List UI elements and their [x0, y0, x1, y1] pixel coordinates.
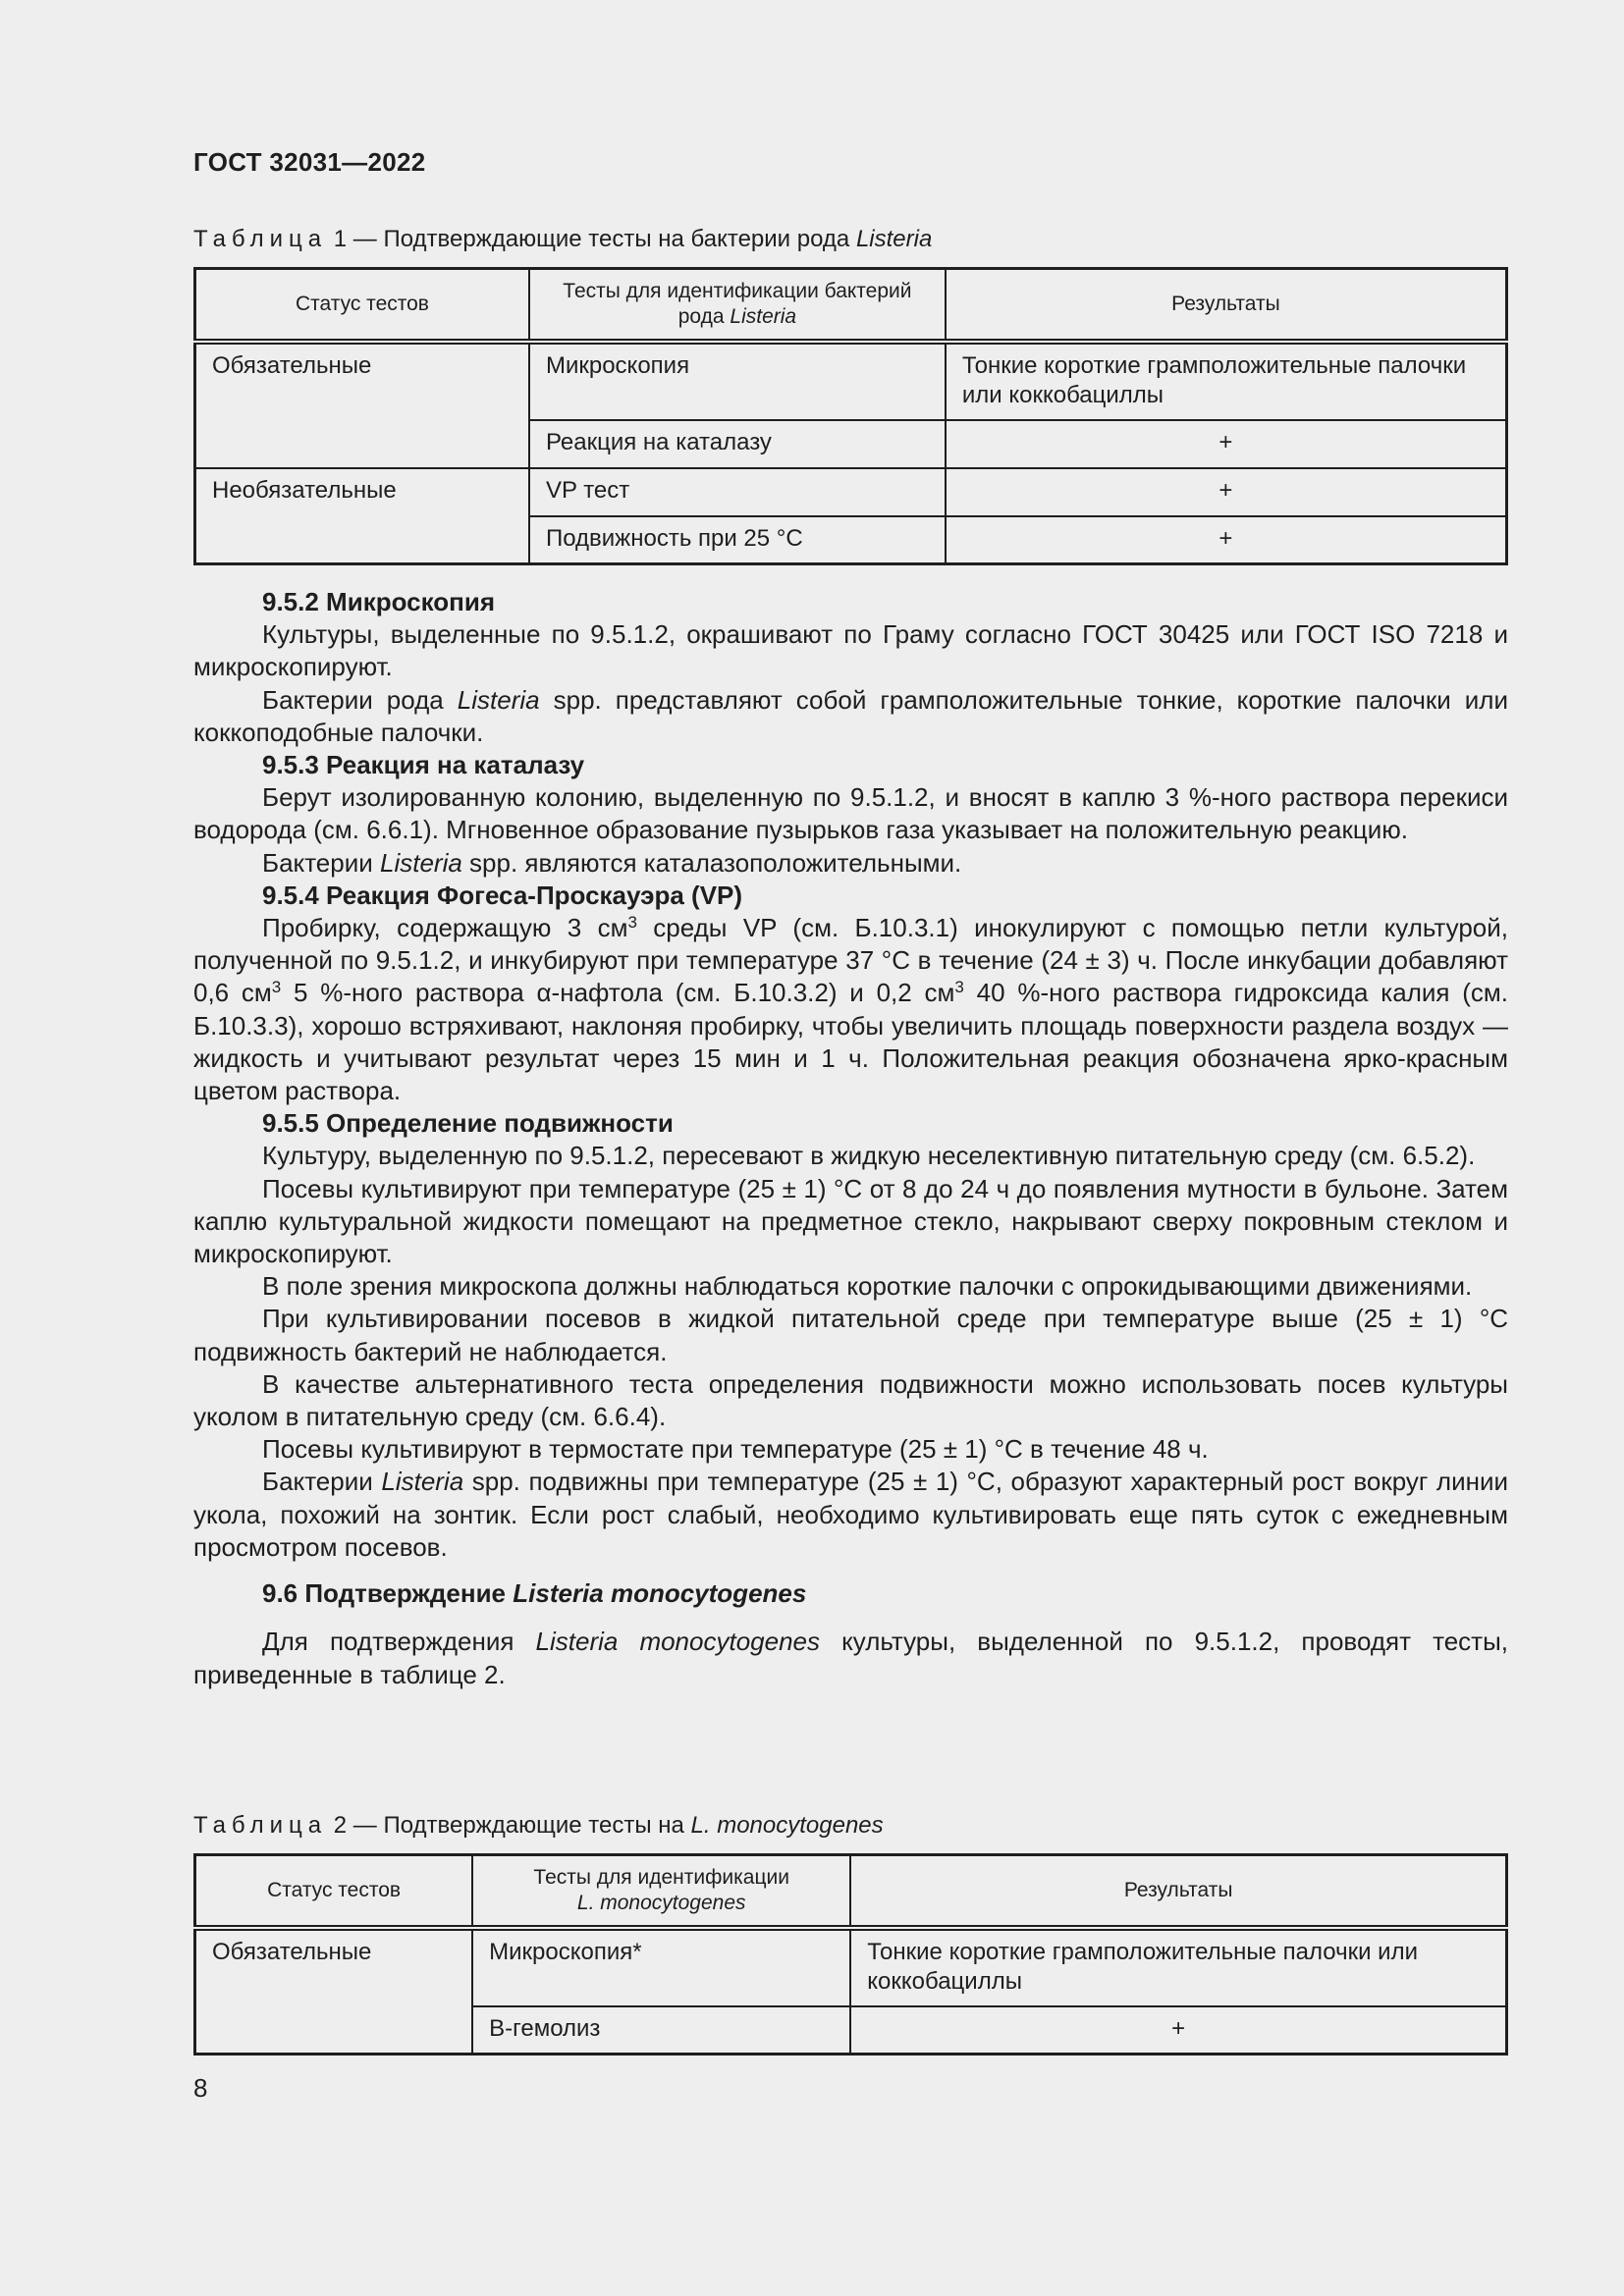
- table1-caption-prefix: Таблица: [193, 226, 328, 252]
- table-cell-test: Микроскопия: [529, 342, 946, 420]
- table-row: [195, 342, 1507, 420]
- table-cell-test: Реакция на каталазу: [529, 420, 946, 468]
- table-cell-result: Тонкие короткие грамположительные палочки или коккобациллы: [946, 342, 1507, 420]
- table1-header-tests: Тесты для идентификации бактерий рода Listeria: [529, 269, 946, 342]
- table2-header-results: Результаты: [850, 1855, 1506, 1928]
- table-cell-result: +: [946, 468, 1507, 516]
- table1-caption-italic: Listeria: [855, 226, 933, 252]
- paragraph: Бактерии Listeria spp. подвижны при температуре (25 ± 1) °C, образуют характерный рост вокруг линии укола, похожий на зонтик. Если рост слабый, необходимо культивировать еще пять суток с ежедневным просмотром посевов.: [193, 1467, 1509, 1562]
- paragraph: В поле зрения микроскопа должны наблюдаться короткие палочки с опрокидывающими движениями.: [262, 1271, 1473, 1302]
- table-cell-test: Микроскопия*: [472, 1928, 850, 2006]
- table-cell-test: B-гемолиз: [472, 2006, 850, 2055]
- table-cell-status: Необязательные: [195, 468, 529, 564]
- table1-caption-text: 1 — Подтверждающие тесты на бактерии рода: [327, 226, 856, 252]
- table-cell-test: Подвижность при 25 °C: [529, 516, 946, 564]
- table-row: [195, 1928, 1507, 2006]
- document-header: ГОСТ 32031—2022: [193, 147, 426, 177]
- table2-caption: [193, 1812, 884, 1840]
- section-heading-9-5-4: 9.5.4 Реакция Фогеса-Проскауэра (VP): [262, 880, 743, 910]
- paragraph: Посевы культивируют при температуре (25 ± 1) °C от 8 до 24 ч до появления мутности в бульоне. Затем каплю культуральной жидкости помещают на предметное стекло, накрывают сверху покровным стеклом и микроскопируют.: [193, 1173, 1508, 1269]
- table1-header-status: Статус тестов: [195, 269, 529, 342]
- paragraph: Бактерии рода Listeria spp. представляют собой грамположительные тонкие, короткие палочки или коккоподобные палочки.: [193, 684, 1508, 747]
- paragraph: Пробирку, содержащую 3 $см^3$ среды VP (см. Б.10.3.1) инокулируют с помощью петли культурой, полученной по 9.5.1.2, и инкубируют при температуре 37 °C в течение (24 ± 3) ч. После инкубации добавляют 0,6 $см^3$ 5 %-ного раствора α-нафтола (см. Б.10.3.2) и 0,2 $см^3$ 40 %-ного раствора гидроксида калия (см. Б.10.3.3), хорошо встряхивают, наклоняя пробирку, чтобы увеличить площадь поверхности раздела воздух — жидкость и учитывают результат через 15 мин и 1 ч. Положительная реакция обозначена ярко-красным цветом раствора.: [193, 913, 1508, 1106]
- table2-header-status: Статус тестов: [195, 1855, 473, 1928]
- table2-caption-prefix: Таблица: [193, 1812, 328, 1839]
- table-cell-result: +: [850, 2006, 1506, 2055]
- table-cell-result: +: [946, 516, 1507, 564]
- table1-header-row: [195, 269, 1507, 342]
- paragraph: Для подтверждения Listeria monocytogenes культуры, выделенной по 9.5.1.2, проводят тесты, приведенные в таблице 2.: [193, 1627, 1508, 1689]
- table2-header-tests: Тесты для идентификации L. monocytogenes: [472, 1855, 850, 1928]
- table-cell-test: VP тест: [529, 468, 946, 516]
- section-heading-9-6: 9.6 Подтверждение Listeria monocytogenes: [262, 1578, 807, 1609]
- table-cell-status: Обязательные: [195, 342, 529, 468]
- paragraph: Посевы культивируют в термостате при температуре (25 ± 1) °C в течение 48 ч.: [262, 1434, 1209, 1465]
- paragraph: Берут изолированную колонию, выделенную по 9.5.1.2, и вносят в каплю 3 %-ного раствора перекиси водорода (см. 6.6.1). Мгновенное образование пузырьков газа указывает на положительную реакцию.: [193, 782, 1508, 845]
- table-cell-result: Тонкие короткие грамположительные палочки или коккобациллы: [850, 1928, 1506, 2006]
- table1: [193, 267, 1508, 565]
- table2: [193, 1853, 1508, 2056]
- paragraph: Культуру, выделенную по 9.5.1.2, пересевают в жидкую неселективную питательную среду (см. 6.5.2).: [262, 1141, 1476, 1171]
- paragraph: Культуры, выделенные по 9.5.1.2, окрашивают по Граму согласно ГОСТ 30425 или ГОСТ ISO 7218 и микроскопируют.: [193, 619, 1508, 682]
- table-cell-result: +: [946, 420, 1507, 468]
- paragraph: В качестве альтернативного теста определения подвижности можно использовать посев культуры уколом в питательную среду (см. 6.6.4).: [193, 1368, 1508, 1432]
- table-row: [195, 468, 1507, 516]
- table2-caption-text: 2 — Подтверждающие тесты на: [327, 1812, 691, 1839]
- table1-caption: [193, 226, 932, 253]
- paragraph: При культивировании посевов в жидкой питательной среде при температуре выше (25 ± 1) °C подвижность бактерий не наблюдается.: [193, 1304, 1508, 1366]
- table1-header-results: Результаты: [946, 269, 1507, 342]
- table2-header-row: [195, 1855, 1507, 1928]
- page-number: 8: [193, 2073, 208, 2103]
- section-heading-9-5-5: 9.5.5 Определение подвижности: [262, 1108, 674, 1139]
- table-cell-status: Обязательные: [195, 1928, 473, 2055]
- body-text: [193, 586, 1508, 1691]
- table2-caption-italic: L. monocytogenes: [690, 1812, 884, 1839]
- section-heading-9-5-2: 9.5.2 Микроскопия: [262, 587, 495, 616]
- section-heading-9-5-3: 9.5.3 Реакция на каталазу: [262, 750, 585, 780]
- paragraph: Бактерии Listeria spp. являются каталазоположительными.: [262, 847, 962, 878]
